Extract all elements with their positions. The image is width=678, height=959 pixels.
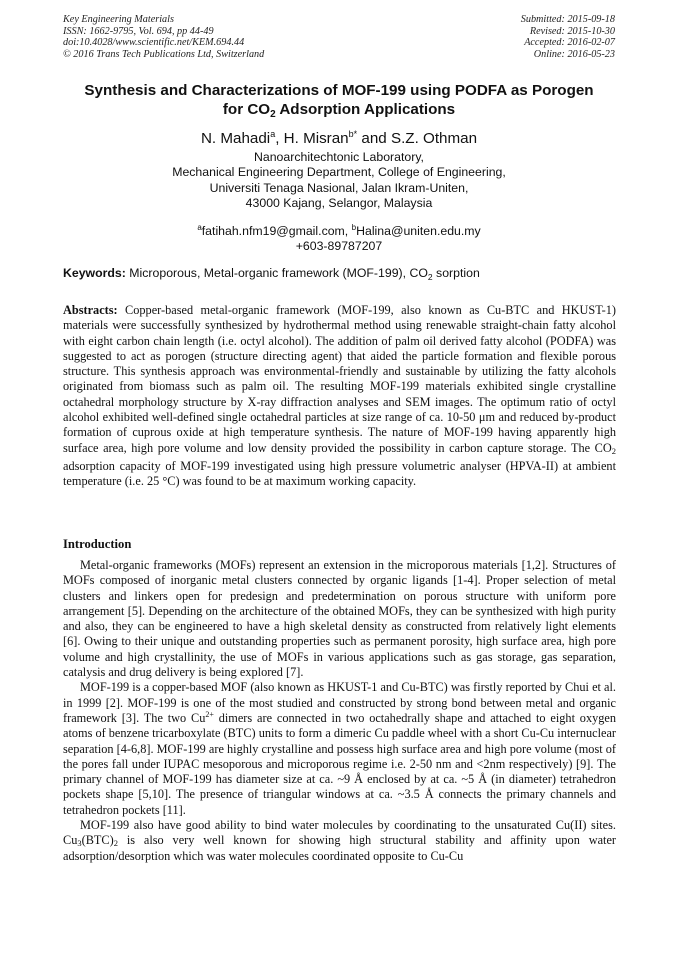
doi-line: doi:10.4028/www.scientific.net/KEM.694.44 xyxy=(63,37,245,49)
author-2: H. Misran xyxy=(283,130,349,147)
author-list: N. Mahadi$^a$, H. Misran$^{b*}$ and S.Z. Othman xyxy=(200,129,478,147)
paragraph: MOF-199 is a copper-based MOF (also known as HKUST-1 and Cu-BTC) was firstly reported by Chui et al. in 1999 [2]. MOF-199 is one of the most studied and constructed by strong bond between metal and organic framework [3]. The two $Cu^{2+}$ dimers are connected in two octahedrally shape and attached to eight oxygen atoms of benzene tricarboxylate (BTC) units to form a dimeric Cu paddle wheel with a short Cu-Cu internuclear separation [4-6,8]. MOF-199 are highly crystalline and possess high surface area and high pore volume (most of the pores fall under IUPAC mesoporous and microporous regime i.e. 2-50 nm and <2nm respectively) [9]. The primary channel of MOF-199 has diameter size at ca. ~9 Å enclosed by at ca. ~5 Å (in diameter) tetrahedron pockets shape [5,10]. The presence of triangular windows at ca. ~3.5 Å connects the primary channels and tetrahedron pockets [11]. xyxy=(63,680,617,817)
revised-date: Revised: 2015-10-30 xyxy=(529,25,615,37)
keywords-label: Keywords: xyxy=(63,266,126,280)
title-line-2: for $CO_2$ Adsorption Applications xyxy=(222,100,456,120)
submitted-date: Submitted: 2015-09-18 xyxy=(520,14,615,25)
online-date: Online: 2016-05-23 xyxy=(533,48,615,60)
email-line: $^a$fatihah.nfm19@gmail.com, $^b$Halina@uniten.edu.my xyxy=(197,223,481,238)
email-2[interactable]: Halina@uniten.edu.my xyxy=(356,224,481,238)
author-1: N. Mahadi xyxy=(200,130,271,147)
author-3: S.Z. Othman xyxy=(390,130,478,147)
introduction-body xyxy=(63,558,616,864)
publication-dates xyxy=(521,14,615,60)
title-line-1: Synthesis and Characterizations of MOF-199 using PODFA as Porogen xyxy=(84,82,594,99)
affiliation xyxy=(40,150,638,211)
email-1[interactable]: fatihah.nfm19@gmail.com, xyxy=(201,224,352,238)
contact-info xyxy=(40,220,638,255)
accepted-date: Accepted: 2016-02-07 xyxy=(524,37,615,49)
author-2-mark: b* xyxy=(348,129,358,139)
affiliation-line: Nanoarchitechtonic Laboratory, xyxy=(254,150,424,164)
copyright-line: © 2016 Trans Tech Publications Ltd, Switzerland xyxy=(63,48,265,60)
issn-line: ISSN: 1662-9795, Vol. 694, pp 44-49 xyxy=(63,25,214,37)
paragraph: MOF-199 also have good ability to bind water molecules by coordinating to the unsaturated Cu(II) sites. $Cu_3(BTC)_2$ is also very well known for showing high structural stability and affinity upon water adsorption/desorption which was water molecules coordinated opposite to Cu-Cu xyxy=(63,818,616,863)
section-heading: Introduction xyxy=(63,537,132,551)
author-1-mark: a xyxy=(270,129,276,139)
journal-name: Key Engineering Materials xyxy=(63,14,174,25)
affiliation-line: 43000 Kajang, Selangor, Malaysia xyxy=(245,195,433,210)
journal-info xyxy=(63,14,264,60)
abstract: Abstracts: Copper-based metal-organic framework (MOF-199, also known as Cu-BTC and HKUST-1) materials were successfully synthesized by hydrothermal method using renewable straight-chain fatty alcohol with eight carbon chain length (i.e. octyl alcohol). The addition of palm oil derived fatty alcohol (PODFA) was suggested to act as porogen (structure directing agent) that aided the particle formation and flexible porous structure. This synthesis approach was environmental-friendly and sustainable by utilizing the fatty alcohols originated from biomass such as palm oil. The resulting MOF-199 materials exhibited single crystalline octahedral morphology structure by X-ray diffraction analyses and SEM images. The optimum ratio of octyl alcohol exhibited well-defined single octahedral particles at size range of ca. 10-50 μm and reduced by-product formation of cuprous oxide at high temperature synthesis. The nature of MOF-199 having apparently high surface area, high pore volume and low density provided the possibility in carbon capture storage. The $CO_2$ adsorption capacity of MOF-199 investigated using high pressure volumetric analyser (HPVA-II) at ambient temperature (i.e. 25 °C) was found to be at maximum working capacity. xyxy=(63,303,616,489)
phone-number: +603-89787207 xyxy=(295,239,383,254)
paragraph: Metal-organic frameworks (MOFs) represent an extension in the microporous materials [1,2]. Structures of MOFs composed of inorganic metal clusters connected by organic ligands [1-4]. Proper selection of metal clusters and linkers open for predesign and predetermination on porous structure with uniform pore arrangement [5]. Depending on the architecture of the obtained MOFs, they can be synthesized with high purity and also, they can be engineered to have a high skeletal density as constructed from relatively light elements [6]. Owing to their unique and outstanding properties such as permanent porosity, high surface area, high pore volume and high crystallinity, the use of MOFs in various applications such as gas storage, gas separation, catalysis and drug delivery is being explored [7]. xyxy=(63,558,616,680)
affiliation-line: Mechanical Engineering Department, College of Engineering, xyxy=(172,165,506,180)
paper-title xyxy=(40,82,638,124)
keywords: Keywords: Microporous, Metal-organic framework (MOF-199), $CO_2$ sorption xyxy=(63,266,480,282)
affiliation-line: Universiti Tenaga Nasional, Jalan Ikram-Uniten, xyxy=(209,180,469,195)
abstract-label: Abstracts: xyxy=(63,303,118,317)
